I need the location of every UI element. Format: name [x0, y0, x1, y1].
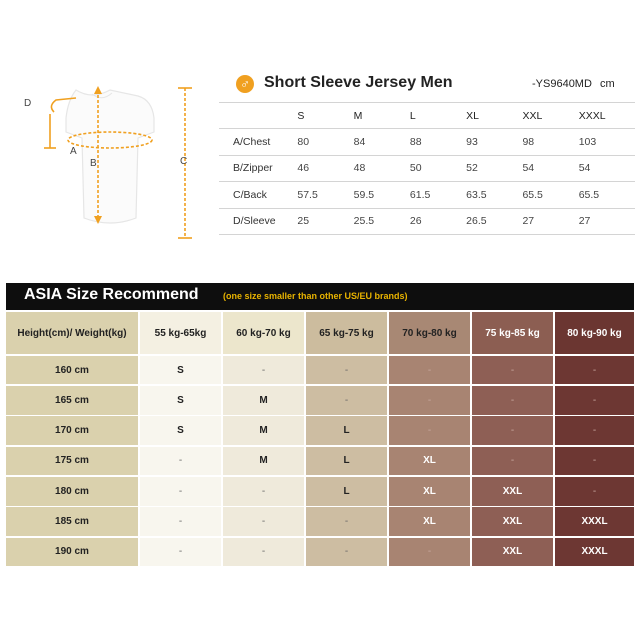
model-code: -YS9640MD [532, 78, 592, 90]
weight-column-header: 60 kg-70 kg [223, 312, 304, 354]
size-recommendation-cell: - [389, 386, 470, 415]
label-a: A [70, 146, 77, 157]
size-recommendation-cell: XXL [472, 477, 553, 506]
size-recommendation-cell: XXL [472, 538, 553, 567]
jersey-outline [66, 90, 154, 223]
size-recommendation-cell: L [306, 477, 387, 506]
label-c: C [180, 156, 188, 167]
size-recommendation-cell: - [555, 416, 634, 445]
size-header-blank [219, 103, 297, 129]
size-recommendation-cell: - [306, 386, 387, 415]
size-recommendation-cell: XL [389, 507, 470, 536]
height-row-label: 170 cm [6, 416, 138, 445]
size-recommendation-cell: - [223, 356, 304, 385]
size-recommendation-cell: XL [389, 447, 470, 476]
asia-size-grid [6, 312, 634, 574]
asia-note: (one size smaller than other US/EU brands) [223, 291, 408, 301]
size-recommendation-cell: - [223, 538, 304, 567]
measure-cell: 65.5 [522, 182, 578, 208]
measure-cell: 50 [410, 155, 466, 181]
measure-cell: 26 [410, 208, 466, 234]
height-row-label: 160 cm [6, 356, 138, 385]
size-recommendation-cell: L [306, 447, 387, 476]
measure-cell: 54 [579, 155, 635, 181]
row-label: C/Back [219, 182, 297, 208]
table-row [219, 182, 635, 208]
size-recommendation-cell: - [555, 447, 634, 476]
size-header: XXL [522, 103, 578, 129]
size-recommendation-cell: - [140, 507, 221, 536]
product-title: Short Sleeve Jersey Men [264, 74, 453, 91]
size-table-header [219, 103, 635, 129]
height-row-label: 185 cm [6, 507, 138, 536]
size-recommendation-cell: - [555, 477, 634, 506]
row-label: A/Chest [219, 129, 297, 155]
measure-cell: 98 [522, 129, 578, 155]
size-recommendation-cell: XXXL [555, 507, 634, 536]
measure-cell: 80 [297, 129, 353, 155]
measure-cell: 48 [354, 155, 410, 181]
measure-cell: 57.5 [297, 182, 353, 208]
size-recommendation-cell: - [472, 356, 553, 385]
measure-cell: 63.5 [466, 182, 522, 208]
label-d: D [24, 98, 32, 109]
size-header: L [410, 103, 466, 129]
measure-cell: 25.5 [354, 208, 410, 234]
measure-cell: 88 [410, 129, 466, 155]
measure-cell: 26.5 [466, 208, 522, 234]
size-recommendation-cell: - [306, 538, 387, 567]
size-recommendation-cell: - [223, 507, 304, 536]
jersey-measurement-diagram [14, 78, 214, 248]
size-recommendation-cell: M [223, 386, 304, 415]
size-recommendation-cell: M [223, 447, 304, 476]
size-recommendation-cell: XL [389, 477, 470, 506]
measure-cell: 27 [579, 208, 635, 234]
size-recommendation-cell: S [140, 416, 221, 445]
weight-column-header: 65 kg-75 kg [306, 312, 387, 354]
measure-cell: 59.5 [354, 182, 410, 208]
grid-header-label: Height(cm)/ Weight(kg) [6, 312, 138, 354]
size-recommendation-cell: - [306, 507, 387, 536]
asia-title: ASIA Size Recommend [24, 286, 199, 303]
product-header [236, 74, 634, 96]
size-recommendation-cell: S [140, 386, 221, 415]
row-label: D/Sleeve [219, 208, 297, 234]
measure-cell: 103 [579, 129, 635, 155]
measure-cell: 46 [297, 155, 353, 181]
size-header: M [354, 103, 410, 129]
size-recommendation-cell: - [472, 447, 553, 476]
measure-cell: 93 [466, 129, 522, 155]
measure-cell: 27 [522, 208, 578, 234]
table-row [219, 129, 635, 155]
size-recommendation-cell: - [389, 416, 470, 445]
size-recommendation-cell: - [472, 386, 553, 415]
table-row [219, 208, 635, 234]
male-symbol-icon: ♂ [236, 75, 254, 93]
weight-column-header: 75 kg-85 kg [472, 312, 553, 354]
label-b: B [90, 158, 97, 169]
size-header: XL [466, 103, 522, 129]
size-recommendation-cell: - [140, 477, 221, 506]
height-row-label: 190 cm [6, 538, 138, 567]
measure-cell: 61.5 [410, 182, 466, 208]
size-recommendation-cell: M [223, 416, 304, 445]
size-recommendation-cell: - [140, 447, 221, 476]
size-recommendation-cell: - [389, 356, 470, 385]
size-header: XXXL [579, 103, 635, 129]
weight-column-header: 80 kg-90 kg [555, 312, 634, 354]
size-recommendation-cell: XXXL [555, 538, 634, 567]
size-recommendation-cell: - [223, 477, 304, 506]
table-row [219, 155, 635, 181]
measure-cell: 54 [522, 155, 578, 181]
row-label: B/Zipper [219, 155, 297, 181]
asia-size-banner [6, 283, 634, 310]
unit-label: cm [600, 78, 615, 90]
size-measurement-table [219, 102, 635, 235]
height-row-label: 175 cm [6, 447, 138, 476]
size-recommendation-cell: - [389, 538, 470, 567]
height-row-label: 165 cm [6, 386, 138, 415]
size-header: S [297, 103, 353, 129]
size-recommendation-cell: S [140, 356, 221, 385]
size-recommendation-cell: L [306, 416, 387, 445]
weight-column-header: 55 kg-65kg [140, 312, 221, 354]
size-recommendation-cell: - [472, 416, 553, 445]
measure-cell: 52 [466, 155, 522, 181]
size-recommendation-cell: XXL [472, 507, 553, 536]
height-row-label: 180 cm [6, 477, 138, 506]
size-recommendation-cell: - [555, 386, 634, 415]
size-recommendation-cell: - [555, 356, 634, 385]
measure-cell: 25 [297, 208, 353, 234]
weight-column-header: 70 kg-80 kg [389, 312, 470, 354]
size-recommendation-cell: - [306, 356, 387, 385]
measure-cell: 84 [354, 129, 410, 155]
size-recommendation-cell: - [140, 538, 221, 567]
measure-cell: 65.5 [579, 182, 635, 208]
